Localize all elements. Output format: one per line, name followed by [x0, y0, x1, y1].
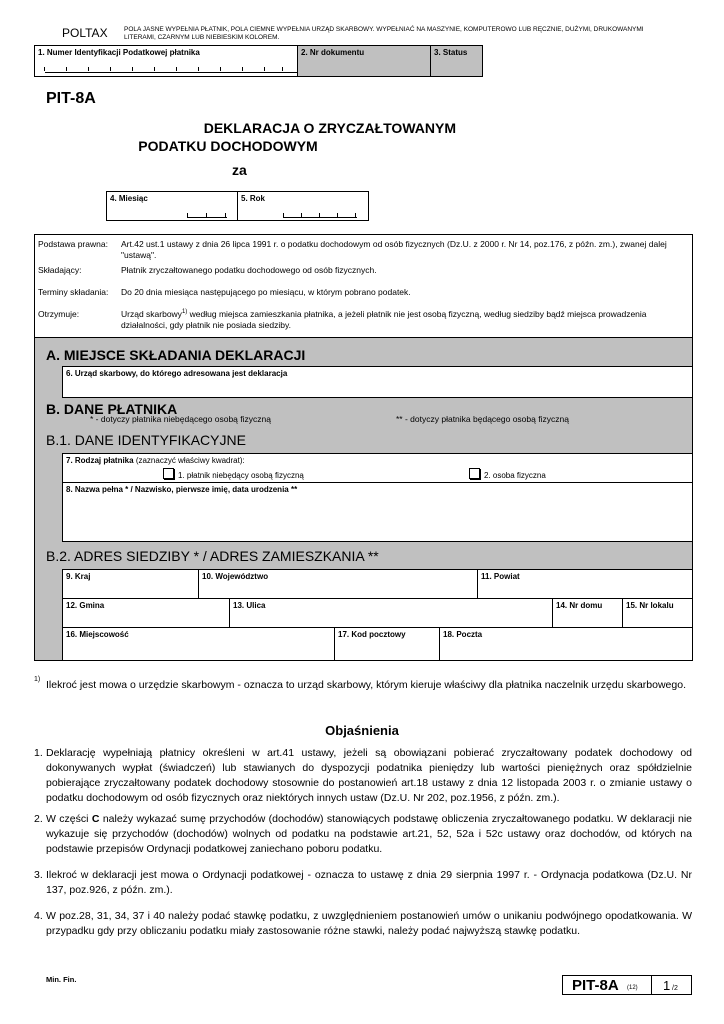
explanation-1: 1. Deklarację wypełniają płatnicy określeni w art.41 ustawy, jeżeli są obowiązani pobierać zryczałtowany podatek dochodowy od dokonywanych wypłat (świadczeń) lub stawianych do dyspozycji podatnika pieniędzy lub wartości pieniężnych oraz spółdzielnie pobierające zryczałtowany podatek dochodowy stosownie do postanowień art.18 ustawy z dnia 12 listopada 2003 r. o zmianie ustawy o podatku dochodowym od osób fizycznych oraz niektórych innych ustaw (Dz.U. Nr 202, poz.1956, z późn. zm.). — [34, 747, 692, 804]
section-b2-title: B.2. ADRES SIEDZIBY * / ADRES ZAMIESZKANIA ** — [46, 548, 379, 564]
ministry-label: Min. Fin. — [46, 975, 77, 984]
field-18-label: 18. Poczta — [443, 630, 483, 639]
field-3-status — [430, 45, 483, 77]
field-13-street[interactable] — [229, 598, 553, 628]
info-text-deadline: Do 20 dnia miesiąca następującego po miesiącu, w którym pobrano podatek. — [121, 287, 411, 297]
footer-version: (12) — [627, 985, 638, 991]
field-12-commune[interactable] — [62, 598, 230, 628]
field-3-label: 3. Status — [434, 48, 468, 57]
option-non-individual[interactable]: 1. płatnik niebędący osobą fizyczną — [163, 468, 304, 480]
info-label-deadline: Terminy składania: — [38, 287, 109, 297]
field-5-label: 5. Rok — [241, 194, 266, 203]
info-label-submitter: Składający: — [38, 265, 82, 275]
explanations-title: Objaśnienia — [325, 723, 399, 738]
checkbox-individual-icon[interactable] — [469, 468, 480, 479]
field-14-label: 14. Nr domu — [556, 601, 603, 610]
info-text-legal-basis: Art.42 ust.1 ustawy z dnia 26 lipca 1991 r. o podatku dochodowym od osób fizycznych (Dz.U. z 2000 r. Nr 14, poz.176, z późn. zm.), zwanej dalej "ustawą". — [121, 239, 667, 260]
field-2-document-number — [297, 45, 431, 77]
field-1-label: 1. Numer Identyfikacji Podatkowej płatnika — [38, 48, 200, 57]
field-11-label: 11. Powiat — [481, 572, 520, 581]
form-title-line1: DEKLARACJA O ZRYCZAŁTOWANYM — [203, 120, 456, 136]
field-7-label: 7. Rodzaj płatnika (zaznaczyć właściwy kwadrat): — [66, 456, 245, 465]
field-4-month[interactable] — [106, 191, 238, 221]
info-block — [34, 234, 693, 338]
field-11-district[interactable] — [477, 569, 693, 599]
fill-instruction: POLA JASNE WYPEŁNIA PŁATNIK, POLA CIEMNE WYPEŁNIA URZĄD SKARBOWY. WYPEŁNIAĆ NA MASZYNIE, KOMPUTEROWO LUB RĘCZNIE, DUŻYMI, DRUKOWANYMI LITERAMI, CZARNYM LUB NIEBIESKIM KOLOREM. — [124, 26, 644, 41]
field-18-post-office[interactable] — [439, 627, 693, 661]
info-label-recipient: Otrzymuje: — [38, 309, 80, 319]
field-10-voivodeship[interactable] — [198, 569, 478, 599]
footer-pages: /2 — [672, 985, 678, 992]
field-5-year[interactable] — [237, 191, 369, 221]
checkbox-non-individual-icon[interactable] — [163, 468, 174, 479]
field-9-country[interactable] — [62, 569, 199, 599]
section-b1-title: B.1. DANE IDENTYFIKACYJNE — [46, 432, 246, 448]
footer-page-box — [651, 975, 692, 995]
footer-form-code: PIT-8A — [572, 977, 619, 994]
field-10-label: 10. Województwo — [202, 572, 269, 581]
form-code: PIT-8A — [46, 90, 96, 107]
note-non-individual: * - dotyczy płatnika niebędącego osobą fizyczną — [90, 414, 271, 424]
info-label-legal-basis: Podstawa prawna: — [38, 239, 108, 249]
explanation-3: 3. Ilekroć w deklaracji jest mowa o Ordynacji podatkowej - oznacza to ustawę z dnia 29 sierpnia 1997 r. - Ordynacja podatkowa (Dz.U. Nr 137, poz.926, z późn. zm.). — [34, 869, 692, 896]
field-16-label: 16. Miejscowość — [66, 630, 129, 639]
field-17-postal-code[interactable] — [334, 627, 440, 661]
field-16-city[interactable] — [62, 627, 335, 661]
info-text-recipient: Urząd skarbowy$^{1)}$ według miejsca zamieszkania płatnika, a jeżeli płatnik nie jest osobą fizyczną, według siedziby bądź miejsca prowadzenia działalności, gdy płatnik nie posiada siedziby. — [121, 308, 647, 330]
footnote-marker: 1) — [34, 676, 41, 683]
info-text-submitter: Płatnik zryczałtowanego podatku dochodowego od osób fizycznych. — [121, 265, 377, 275]
footer-code-box — [562, 975, 652, 995]
field-15-apartment-number[interactable] — [622, 598, 693, 628]
footnote-text: Ilekroć jest mowa o urzędzie skarbowym - oznacza to urząd skarbowy, którym kieruje właściwy dla płatnika naczelnik urzędu skarbowego. — [46, 679, 686, 691]
explanation-2: 2. W części C należy wykazać sumę przychodów (dochodów) stanowiących podstawę obliczenia zryczałtowanego podatku. W deklaracji nie wykazuje się przychodów (dochodów) wolnych od podatku na podstawie art.21, 52, 52a i 52c ustawy oraz dochodów, od których na podstawie przepisów Ordynacji podatkowej zaniechano poboru podatku. — [34, 813, 692, 855]
field-4-label: 4. Miesiąc — [110, 194, 148, 203]
field-7-payer-type — [62, 453, 693, 483]
field-17-label: 17. Kod pocztowy — [338, 630, 406, 639]
field-9-label: 9. Kraj — [66, 572, 91, 581]
footer-page: 1 — [663, 978, 671, 993]
brand: POLTAX — [62, 26, 108, 40]
field-2-label: 2. Nr dokumentu — [301, 48, 365, 57]
field-12-label: 12. Gmina — [66, 601, 105, 610]
explanation-4: 4. W poz.28, 31, 34, 37 i 40 należy podać stawkę podatku, z uwzględnieniem postanowień umów o unikaniu podwójnego opodatkowania. W przypadku gdy przy obliczaniu podatku miały zastosowanie różne stawki, należy podać najwyższą stawkę podatku. — [34, 910, 692, 937]
field-6-label: 6. Urząd skarbowy, do którego adresowana jest deklaracja — [66, 369, 288, 378]
field-13-label: 13. Ulica — [233, 601, 266, 610]
form-title-line2: PODATKU DOCHODOWYM — [138, 138, 318, 154]
field-8-full-name[interactable] — [62, 482, 693, 542]
nip-ticks — [44, 68, 284, 74]
note-individual: ** - dotyczy płatnika będącego osobą fizyczną — [396, 414, 569, 424]
field-15-label: 15. Nr lokalu — [626, 601, 674, 610]
month-ticks — [187, 211, 227, 218]
form-title-za: za — [232, 162, 247, 178]
section-a-title: A. MIEJSCE SKŁADANIA DEKLARACJI — [46, 347, 306, 363]
field-14-house-number[interactable] — [552, 598, 623, 628]
section-b-title: B. DANE PŁATNIKA — [46, 401, 178, 417]
field-6-tax-office[interactable] — [62, 366, 693, 398]
option-individual[interactable]: 2. osoba fizyczna — [469, 468, 546, 480]
year-ticks — [283, 211, 357, 218]
field-8-label: 8. Nazwa pełna * / Nazwisko, pierwsze imię, data urodzenia ** — [66, 485, 298, 494]
